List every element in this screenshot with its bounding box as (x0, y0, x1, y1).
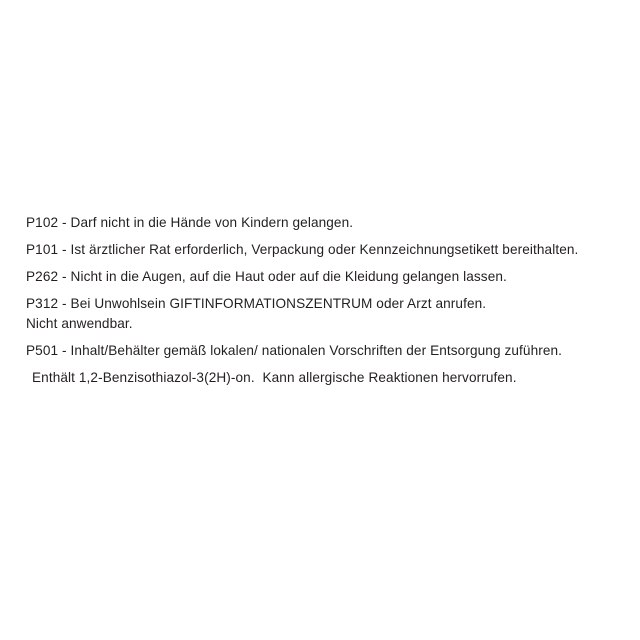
statement-p501: P501 - Inhalt/Behälter gemäß lokalen/ nationalen Vorschriften der Entsorgung zuführen. (26, 343, 563, 359)
statement-p262: P262 - Nicht in die Augen, auf die Haut oder auf die Kleidung gelangen lassen. (26, 269, 507, 285)
statement-euh208: Enthält 1,2-Benzisothiazol-3(2H)-on. Kann allergische Reaktionen hervorrufen. (32, 370, 517, 386)
statement-p102: P102 - Darf nicht in die Hände von Kindern gelangen. (26, 215, 354, 230)
statement-p312: P312 - Bei Unwohlsein GIFTINFORMATIONSZENTRUM oder Arzt anrufen. (26, 296, 487, 312)
safety-statements-block (26, 214, 606, 397)
statement-not-applicable: Nicht anwendbar. (26, 316, 133, 332)
statement-p101: P101 - Ist ärztlicher Rat erforderlich, Verpackung oder Kennzeichnungsetikett bereithalten. (26, 242, 579, 258)
